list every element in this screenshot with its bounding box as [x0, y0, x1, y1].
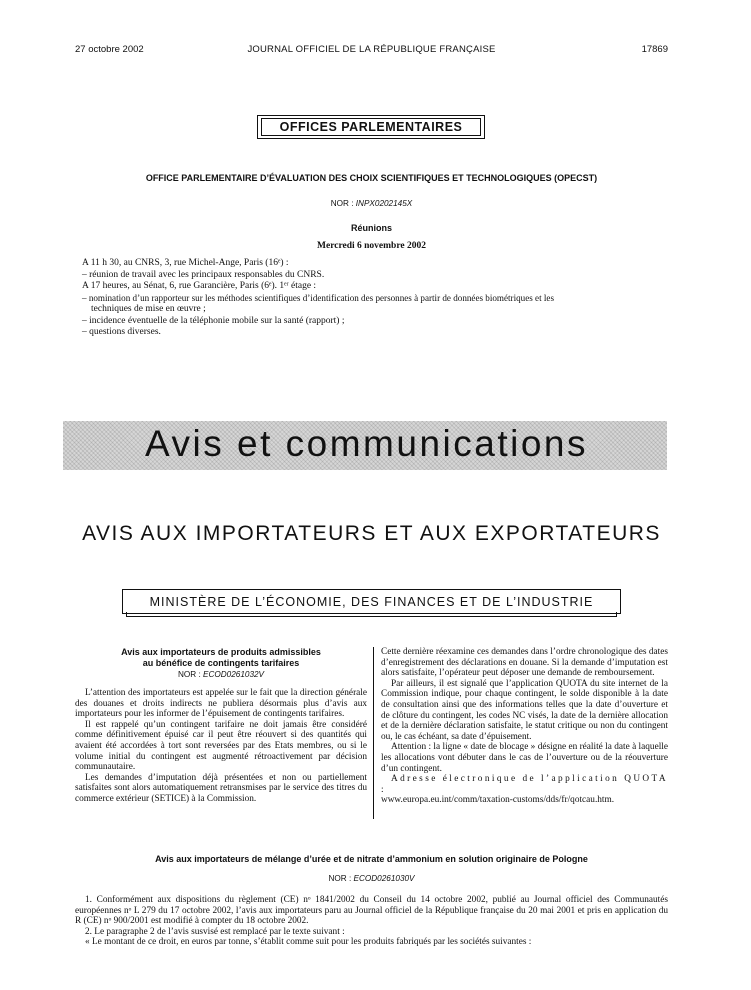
article2-body — [75, 895, 668, 948]
banner-title: Avis et communications — [145, 423, 588, 464]
paragraph: 2. Le paragraphe 2 de l’avis susvisé est remplacé par le texte suivant : — [85, 926, 345, 937]
paragraph: Il est rappelé qu’un contingent tarifaire ne doit jamais être considéré comme définitivement épuisé car il peut être réouvert si des quantités qui avaient été accordées à tort sont reversées par des Etats membres, ou si le volume initial du contingent est augmenté rétroactivement par décision communautaire. — [75, 719, 367, 773]
agenda-line: – réunion de travail avec les principaux responsables du CNRS. — [82, 269, 325, 280]
article-title-line: Avis aux importateurs de produits admissibles — [121, 647, 321, 657]
nor-label: NOR : — [177, 670, 201, 679]
ministry-title: MINISTÈRE DE L’ÉCONOMIE, DES FINANCES ET DE L’INDUSTRIE — [149, 594, 594, 609]
nor-line-article2 — [75, 874, 668, 883]
column-divider — [373, 647, 374, 819]
article-left-column — [75, 647, 367, 805]
office-title: OFFICE PARLEMENTAIRE D’ÉVALUATION DES CHOIX SCIENTIFIQUES ET TECHNOLOGIQUES (OPECST) — [145, 173, 598, 183]
ministry-box — [122, 589, 621, 614]
article-title-line: au bénéfice de contingents tarifaires — [142, 658, 300, 668]
paragraph: L’attention des importateurs est appelée sur le fait que la direction générale des douanes et droits indirects ne publiera désormais plus d’avis aux importateurs pour les informer de l’épuisement de contingents tarifaires. — [75, 688, 367, 720]
article-title — [75, 647, 367, 669]
offices-section-box — [257, 115, 485, 139]
nor-code: INPX0202145X — [355, 199, 413, 208]
page-header — [75, 44, 668, 58]
agenda-line: – incidence éventuelle de la téléphonie mobile sur la santé (rapport) ; — [82, 315, 345, 326]
journal-title: JOURNAL OFFICIEL DE LA RÉPUBLIQUE FRANÇAISE — [247, 44, 496, 55]
avis-banner — [63, 421, 667, 470]
reunions-heading: Réunions — [350, 223, 392, 233]
agenda-line: A 17 heures, au Sénat, 6, rue Garancière, Paris (6ᵉ). 1ᵉʳ étage : — [82, 281, 317, 291]
paragraph: Les demandes d’imputation déjà présentées et non ou partiellement satisfaites sont alors automatiquement retransmises par le service des titres du commerce extérieur (SETICE) à la Commission. — [75, 772, 367, 804]
nor-code: ECOD0261032V — [203, 670, 265, 679]
article-right-column — [381, 647, 668, 806]
paragraph: Par ailleurs, il est signalé que l’application QUOTA du site internet de la Commission indique, pour chaque contingent, le solde disponible à la date de consultation ainsi que des informations telles que la date d’ouverture et de clôture du contingent, les codes NC visés, la date de la dernière allocation et de la dernière déclaration satisfaite, le statut critique ou non du contingent ou, le cas échéant, sa date d’épuisement. — [381, 678, 668, 742]
nor-line-opecst — [75, 199, 668, 208]
meeting-date: Mercredi 6 novembre 2002 — [317, 241, 426, 251]
article2-title: Avis aux importateurs de mélange d’urée et de nitrate d’ammonium en solution originaire de Pologne — [155, 854, 588, 864]
paragraph: « Le montant de ce droit, en euros par tonne, s’établit comme suit pour les produits fabriqués par les sociétés suivantes : — [85, 937, 532, 948]
paragraph: 1. Conformément aux dispositions du règlement (CE) nᵒ 1841/2002 du Conseil du 14 octobre 2002, publié au Journal officiel des Communautés européennes nᵒ L 279 du 17 octobre 2002, l’avis aux importateurs paru au Journal officiel de la République française du 20 mai 2001 et pris en application du R (CE) nᵒ 900/2001 est modifié à compter du 18 octobre 2002. — [75, 895, 668, 927]
address-url: www.europa.eu.int/comm/taxation-customs/dds/fr/qotcau.htm. — [381, 795, 615, 806]
address-label: Adresse électronique de l’application QUOTA : — [381, 774, 668, 795]
nor-label: NOR : — [330, 199, 354, 208]
paragraph: Attention : la ligne « date de blocage » désigne en réalité la date à laquelle les allocations vont débuter dans le cas de l’ouverture ou de la réouverture d’un contingent. — [381, 742, 668, 774]
agenda-line: techniques de mise en œuvre ; — [91, 304, 206, 314]
header-date: 27 octobre 2002 — [75, 44, 144, 55]
page-number: 17869 — [641, 44, 668, 55]
section-title: AVIS AUX IMPORTATEURS ET AUX EXPORTATEURS — [82, 522, 661, 545]
nor-code: ECOD0261030V — [353, 874, 415, 883]
agenda-line: – questions diverses. — [82, 327, 161, 337]
paragraph: Cette dernière réexamine ces demandes dans l’ordre chronologique des dates d’enregistrement des déclarations en douane. Si la demande d’imputation est alors satisfaite, l’opérateur peut déposer une demande de remboursement. — [381, 647, 668, 679]
agenda-line: A 11 h 30, au CNRS, 3, rue Michel-Ange, Paris (16ᵉ) : — [82, 258, 289, 268]
offices-section-title: OFFICES PARLEMENTAIRES — [261, 118, 481, 136]
nor-label: NOR : — [328, 874, 352, 883]
agenda-line: – nomination d’un rapporteur sur les méthodes scientifiques d’identification des personnes à partir de données biométriques et les — [82, 292, 554, 303]
nor-line-article1 — [75, 670, 367, 679]
meeting-agenda — [82, 258, 667, 339]
